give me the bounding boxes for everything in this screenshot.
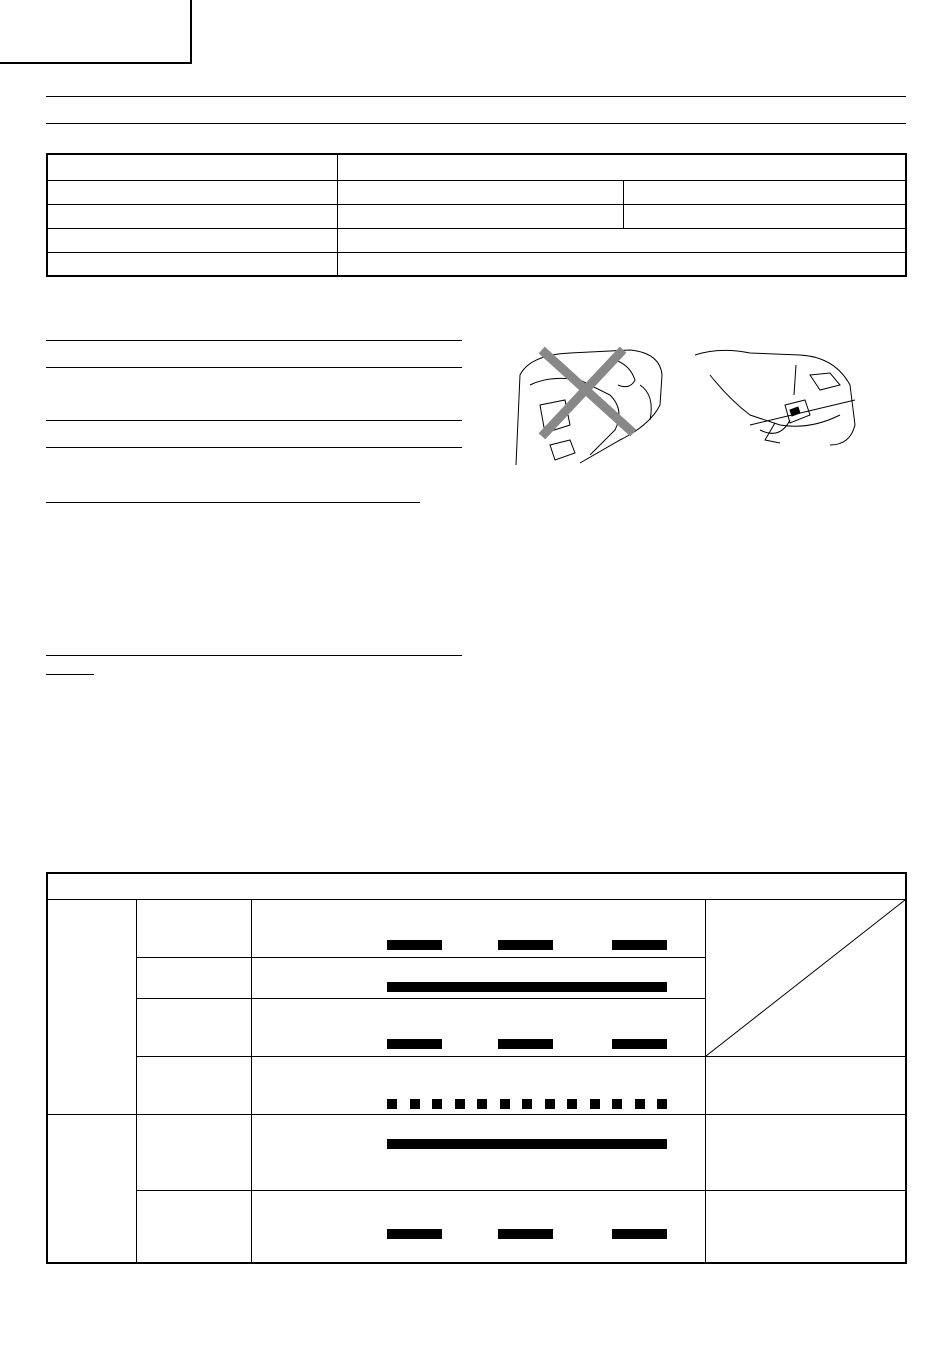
status-item (137, 899, 252, 957)
not-applicable-diagonal (706, 900, 905, 1056)
status-table-title (47, 873, 906, 899)
group-label (47, 899, 137, 1114)
status-item (137, 1056, 252, 1114)
lamp-on-segment (500, 1099, 510, 1109)
lamp-on-segment (387, 1039, 442, 1049)
section-rule (46, 340, 462, 341)
spec-cell (47, 228, 338, 252)
spec-cell (47, 180, 338, 204)
title-rule-bottom (46, 123, 906, 124)
status-item (137, 998, 252, 1056)
incorrect-usage-figure (510, 345, 670, 470)
spec-cell (47, 154, 338, 180)
lamp-on-segment (635, 1099, 645, 1109)
section-rule-short (46, 674, 94, 675)
spec-cell (47, 252, 338, 276)
spec-cell (47, 204, 338, 228)
section-rule (46, 655, 462, 656)
lamp-on-segment (545, 1099, 555, 1109)
section-tab (0, 0, 192, 64)
spec-cell (338, 154, 907, 180)
lamp-on-segment (612, 1229, 667, 1239)
status-remark (706, 1190, 907, 1263)
spec-cell (338, 204, 624, 228)
specifications-table (46, 153, 907, 277)
lamp-on-segment (522, 1099, 532, 1109)
lamp-on-segment (387, 940, 442, 950)
lamp-on-segment (567, 1099, 577, 1109)
lamp-on-segment (498, 1229, 553, 1239)
lamp-on-segment (498, 1039, 553, 1049)
lamp-on-segment (657, 1099, 667, 1109)
lamp-on-segment (477, 1099, 487, 1109)
cross-out-mark-icon (510, 345, 670, 470)
lamp-on-segment (612, 940, 667, 950)
status-remark (706, 1056, 907, 1114)
lamp-on-segment (590, 1099, 600, 1109)
status-pattern-cell (252, 1190, 706, 1263)
group-label (47, 1114, 137, 1263)
correct-usage-illustration-icon (690, 345, 865, 470)
spec-cell (338, 252, 907, 276)
spec-cell (338, 180, 624, 204)
status-pattern-cell (252, 899, 706, 957)
lamp-on-segment (387, 1139, 667, 1149)
status-remark (706, 1114, 907, 1190)
status-pattern-cell (252, 1056, 706, 1114)
status-item (137, 957, 252, 998)
title-rule-top (46, 96, 906, 97)
indicator-status-table (46, 872, 907, 1264)
section-rule (46, 367, 462, 368)
section-rule (46, 502, 420, 503)
spec-cell (624, 204, 907, 228)
section-rule (46, 420, 462, 421)
status-pattern-cell (252, 957, 706, 998)
lamp-on-segment (387, 982, 667, 992)
lamp-on-segment (498, 940, 553, 950)
status-pattern-cell (252, 998, 706, 1056)
lamp-on-segment (612, 1039, 667, 1049)
status-item (137, 1190, 252, 1263)
correct-usage-figure (690, 345, 865, 470)
remark-cell-blank (706, 899, 907, 1056)
section-rule (46, 447, 462, 448)
status-pattern-cell (252, 1114, 706, 1190)
status-item (137, 1114, 252, 1190)
spec-cell (338, 228, 907, 252)
spec-cell (624, 180, 907, 204)
lamp-on-segment (455, 1099, 465, 1109)
lamp-on-segment (612, 1099, 622, 1109)
lamp-on-segment (387, 1099, 397, 1109)
lamp-on-segment (387, 1229, 442, 1239)
lamp-on-segment (432, 1099, 442, 1109)
lamp-on-segment (410, 1099, 420, 1109)
